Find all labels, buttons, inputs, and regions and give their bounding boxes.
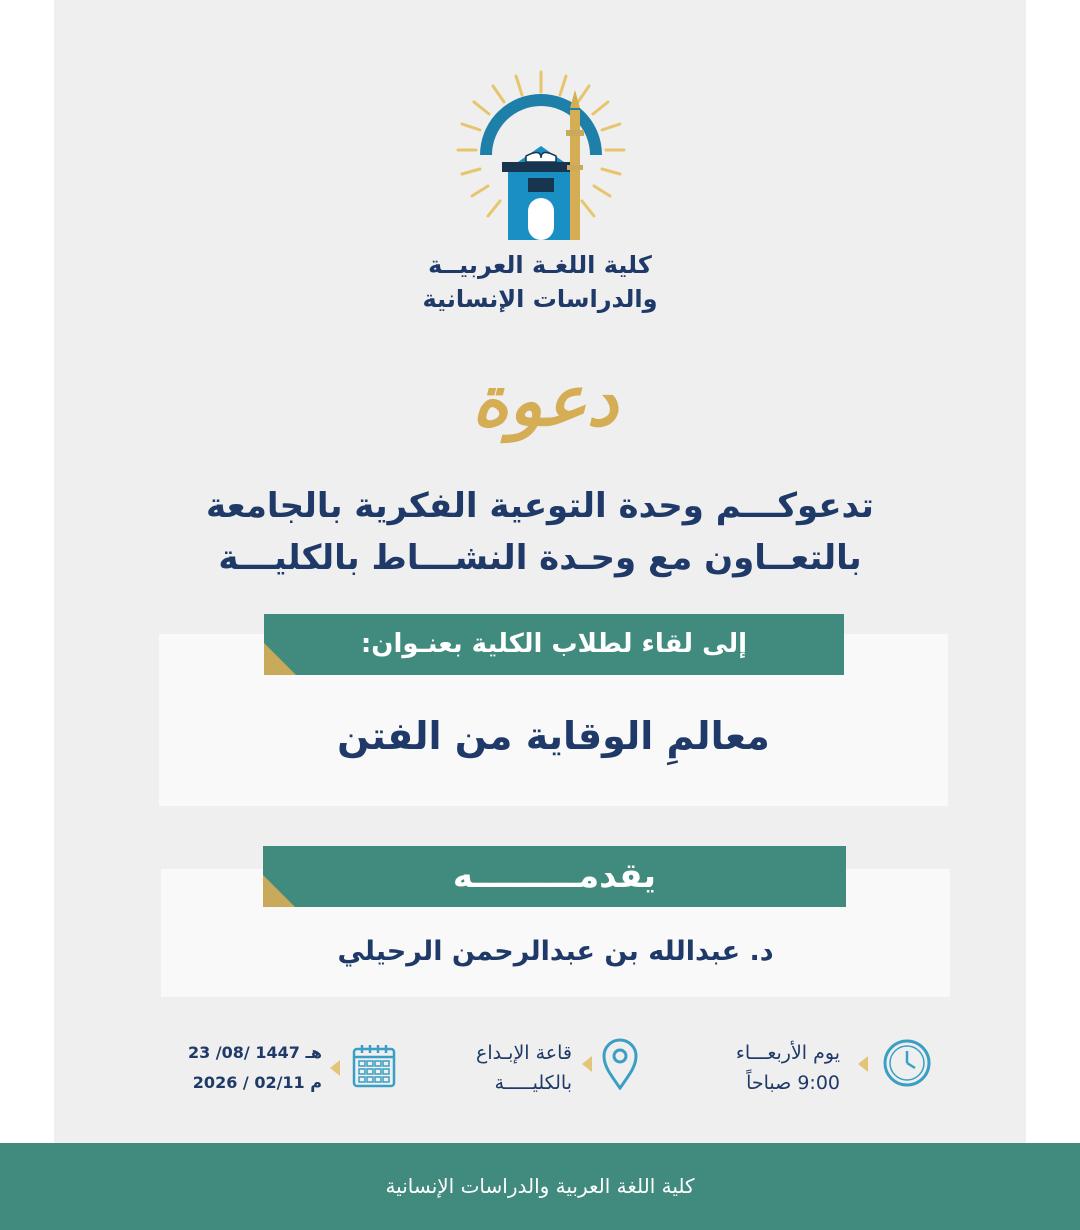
footer-text: كلية اللغة العربية والدراسات الإنسانية bbox=[385, 1174, 695, 1198]
gold-corner-ornament bbox=[263, 875, 295, 907]
invitation-text bbox=[160, 480, 920, 584]
meeting-day: يوم الأربعـــاء bbox=[735, 1042, 840, 1064]
gold-pointer-icon bbox=[330, 1060, 340, 1076]
gold-corner-ornament bbox=[264, 643, 296, 675]
invitation-calligraphy bbox=[460, 330, 630, 470]
time-info bbox=[680, 1038, 840, 1098]
meeting-time: 9:00 صباحاً bbox=[746, 1072, 840, 1094]
location-line2: بالكليـــــة bbox=[494, 1072, 572, 1094]
location-info bbox=[420, 1038, 572, 1098]
presenter-banner: يقدمـــــــــه bbox=[263, 846, 846, 907]
invitation-line2: بالتعــاون مع وحـدة النشـــاط بالكليـــة bbox=[218, 538, 862, 578]
location-line1: قاعة الإبـداع bbox=[476, 1042, 572, 1064]
gold-pointer-icon bbox=[858, 1056, 868, 1072]
presenter-name: د. عبدالله بن عبدالرحمن الرحيلي bbox=[337, 936, 774, 967]
calendar-icon bbox=[352, 1044, 396, 1088]
university-logo bbox=[456, 70, 626, 242]
college-name bbox=[340, 248, 740, 316]
gold-pointer-icon bbox=[582, 1056, 592, 1072]
meeting-banner: إلى لقاء لطلاب الكلية بعنـوان: bbox=[264, 614, 844, 675]
clock-icon bbox=[882, 1038, 932, 1088]
college-name-line2: والدراسات الإنسانية bbox=[422, 285, 658, 313]
invitation-calligraphy-word: دعوة bbox=[472, 358, 618, 442]
invitation-line1: تدعوكـــم وحدة التوعية الفكرية بالجامعة bbox=[206, 486, 874, 526]
date-hijri: 23 /08/ 1447 هـ bbox=[187, 1043, 322, 1062]
footer bbox=[0, 1143, 1080, 1230]
location-pin-icon bbox=[600, 1036, 640, 1090]
college-name-line1: كلية اللغـة العربيــة bbox=[428, 251, 652, 279]
date-gregorian: 2026 / 02/11 م bbox=[192, 1073, 322, 1092]
date-info bbox=[170, 1038, 322, 1098]
meeting-title: معالمِ الوقاية من الفتن bbox=[337, 714, 770, 758]
